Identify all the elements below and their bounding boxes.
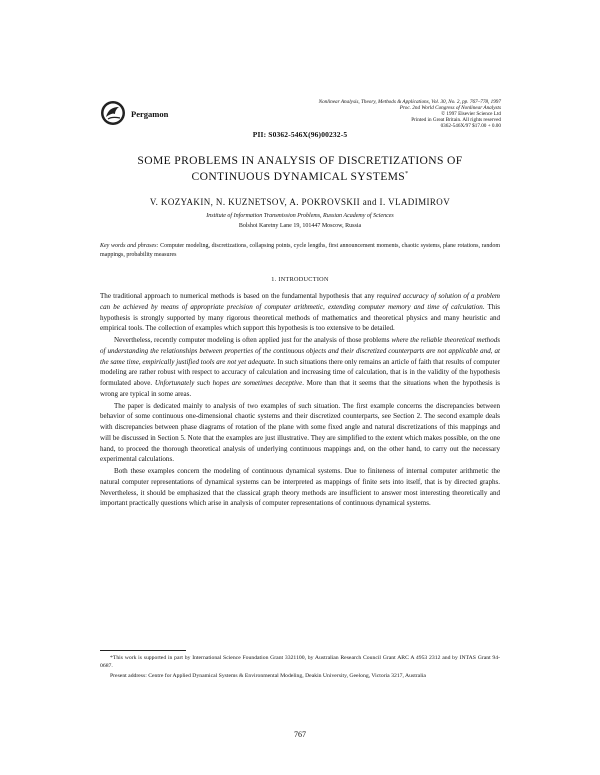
footnote-address: Present address: Centre for Applied Dynamical Systems & Environmental Modeling, Deakin University, Geelong, Victoria 3217, Australia xyxy=(110,673,426,680)
affiliation-address: Bolshoi Karetny Lane 19, 101447 Moscow, Russia xyxy=(238,223,362,229)
keywords-text: Computer modeling, discretizations, collapsing points, cycle lengths, first announcement moments, chaotic systems, plane rotations, random mappings, probability measures xyxy=(100,243,501,258)
section-heading: 1. INTRODUCTION xyxy=(271,276,329,283)
keywords-label: Key words and phrases: xyxy=(100,243,159,249)
p2-text-a: Nevertheless, recently computer modeling is often applied just for the analysis of those problems xyxy=(114,336,392,344)
p1-text-a: The traditional approach to numerical methods is based on the fundamental hypothesis that any xyxy=(100,292,377,300)
publisher-name: Pergamon xyxy=(131,109,169,119)
intro-paragraph-3: The paper is dedicated mainly to analysis of two examples of such situation. The first example concerns the discrepancies between behavior of some continuous one-dimensional chaotic systems and their discretized counterparts, see Section 2. The second example deals with discrepancies between phase diagrams of rotation of the plane with some fixed angle and natural discretizations of this mappings and will be discussed in Section 5. Note that the examples are just illustrative. They are simplified to the extent which makes possible, on the one hand, to proceed the thorough theoretical analysis of underlying continuous mappings and, on the other hand, to carry out the necessary experimental calculations. xyxy=(100,401,500,464)
journal-reference xyxy=(319,99,501,129)
p2-text-c: . More than that it seems that the situations when the hypothesis is wrong are typical in some areas. xyxy=(100,379,500,398)
affiliation xyxy=(0,211,600,231)
journal-copyright: © 1997 Elsevier Science Ltd xyxy=(441,111,501,118)
pergamon-logo-icon xyxy=(100,100,126,126)
intro-paragraph-1 xyxy=(100,291,500,334)
intro-body xyxy=(100,291,500,509)
title-line-1: SOME PROBLEMS IN ANALYSIS OF DISCRETIZATIONS OF xyxy=(137,154,463,167)
intro-paragraph-4: Both these examples concern the modeling of continuous dynamical systems. Due to finiteness of internal computer arithmetic the natural computer representations of dynamical systems can be interpreted as mappings of finite sets into itself, that is by directed graphs. Nevertheless, it should be emphasized that the classical graph theory methods are insufficient to answer most interesting theoretically and important practically questions which arise in analysis of computer representations of continuous dynamical systems. xyxy=(100,467,500,508)
paper-title xyxy=(0,154,600,183)
footnote-funding: *This work is supported in part by International Science Foundation Grant 3321100, by Australian Research Council Grant ARC A 4953 2312 and by INTAS Grant 94-0687. xyxy=(100,655,500,670)
pii-identifier: PII: S0362-546X(96)00232-5 xyxy=(252,130,348,139)
p1-text-b: . This hypothesis is strongly supported by many rigorous theoretical methods of mathematics and theoretical physics and many heuristic and empirical tools. The collection of examples which support this hypothesis is too extensive to be detailed. xyxy=(100,302,500,333)
p2-emphasis-a: where the reliable theoretical methods of understanding the relationships between properties of the continuous objects and their discretized counterparts are not applicable and, at the same time, empirically justified tools are not yet adequate xyxy=(100,336,500,366)
page-number: 767 xyxy=(294,730,306,739)
footnotes xyxy=(100,654,500,682)
affiliation-institute: Institute of Information Transmission Problems, Russian Academy of Sciences xyxy=(206,213,394,219)
p1-emphasis: required accuracy of solution of a problem can be achieved by means of appropriate precision of computer arithmetic, extending computer memory and time of calculation xyxy=(100,292,501,311)
title-line-2-text: CONTINUOUS DYNAMICAL SYSTEMS xyxy=(191,169,406,183)
p2-emphasis-b: Unfortunately such hopes are sometimes deceptive xyxy=(154,379,303,387)
journal-congress: Proc. 2nd World Congress of Nonlinear Analysts xyxy=(399,105,501,112)
intro-paragraph-2 xyxy=(100,335,500,400)
title-line-2: CONTINUOUS DYNAMICAL SYSTEMS* xyxy=(191,169,409,183)
author-list: V. KOZYAKIN, N. KUZNETSOV, A. POKROVSKII and I. VLADIMIROV xyxy=(149,197,451,207)
journal-printed: Printed in Great Britain. All rights reserved xyxy=(411,117,501,124)
journal-citation: Nonlinear Analysis, Theory, Methods & Applications, Vol. 30, No. 2, pp. 767–778, 1997 xyxy=(318,99,501,105)
footnote-divider xyxy=(100,650,186,651)
p2-text-b: . In such situations there only remains an article of faith that results of computer modeling are rather robust with respect to accuracy of calculation and increasing time of calculation, that is in the validity of the hypothesis formulated above. xyxy=(100,357,500,387)
keywords xyxy=(100,242,500,260)
journal-issn: 0362-546X/97 $17.00 + 0.00 xyxy=(440,123,501,130)
